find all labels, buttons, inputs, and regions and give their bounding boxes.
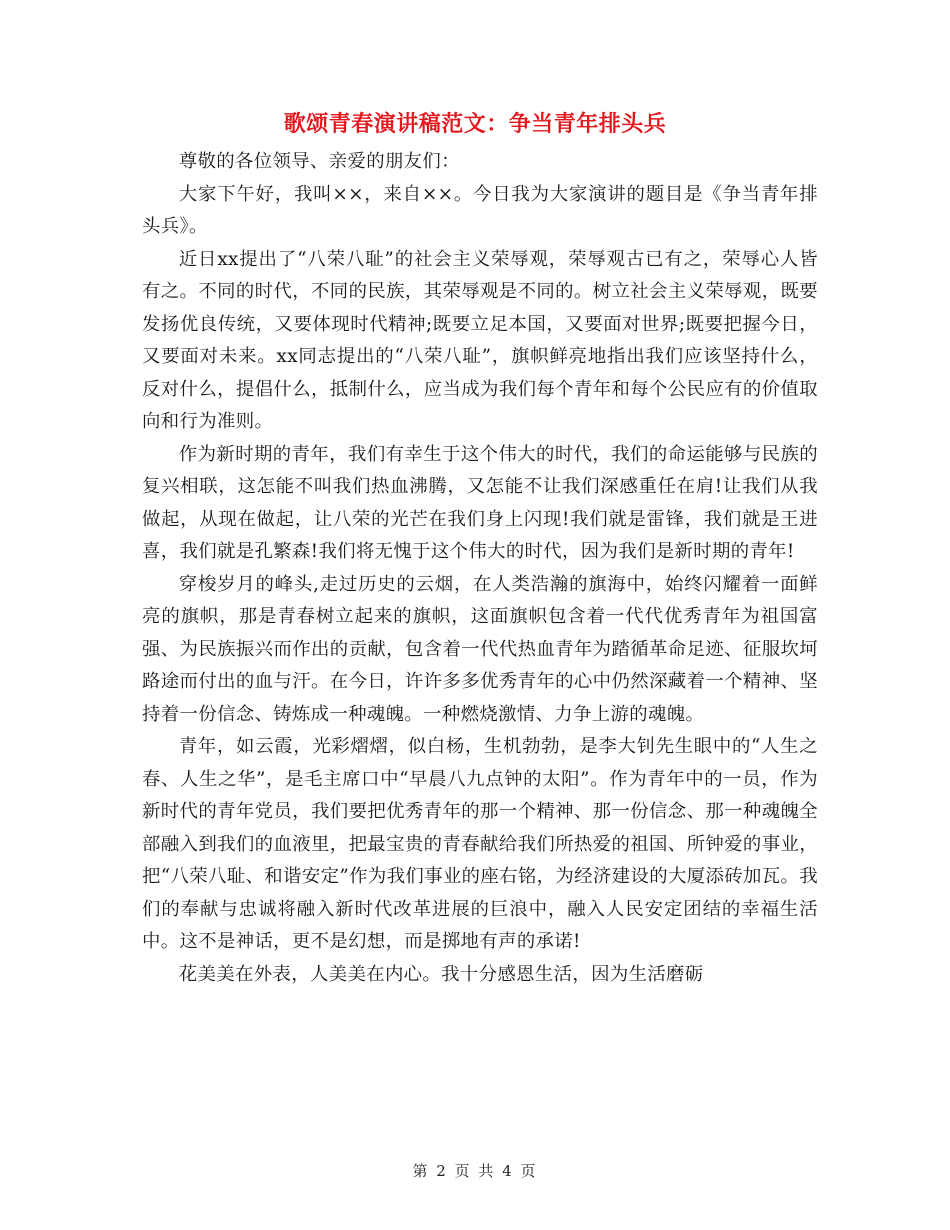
paragraph-greeting: 大家下午好，我叫××，来自××。今日我为大家演讲的题目是《争当青年排头兵》。 [142,183,818,237]
paragraph-new-era-youth: 作为新时期的青年，我们有幸生于这个伟大的时代，我们的命运能够与民族的复兴相联，这怎能不叫我们热血沸腾，又怎能不让我们深感重任在肩!让我们从我做起，从现在做起，让八荣的光芒在我们身上闪现!我们就是雷锋，我们就是王进喜，我们就是孔繁森!我们将无愧于这个伟大的时代，因为我们是新时期的青年! [142,443,818,562]
paragraph-salutation: 尊敬的各位领导、亲爱的朋友们： [178,151,460,172]
page-number: 第 2 页 共 4 页 [412,1162,538,1180]
paragraph-beauty: 花美美在外表，人美美在内心。我十分感恩生活，因为生活磨砺 [178,963,704,985]
document-title: 歌颂青春演讲稿范文：争当青年排头兵 [283,111,667,137]
paragraph-honor-disgrace: 近日xx提出了“八荣八耻”的社会主义荣辱观，荣辱观古已有之，荣辱心人皆有之。不同的时代，不同的民族，其荣辱观是不同的。树立社会主义荣辱观，既要发扬优良传统，又要体现时代精神;既要立足本国，又要面对世界;既要把握今日，又要面对未来。xx同志提出的“八荣八耻”，旗帜鲜亮地指出我们应该坚持什么，反对什么，提倡什么，抵制什么，应当成为我们每个青年和每个公民应有的价值取向和行为准则。 [142,248,818,432]
document-body [142,146,818,991]
paragraph-banner: 穿梭岁月的峰头,走过历史的云烟，在人类浩瀚的旗海中，始终闪耀着一面鲜亮的旗帜，那是青春树立起来的旗帜，这面旗帜包含着一代代优秀青年为祖国富强、为民族振兴而作出的贡献，包含着一代代热血青年为踏循革命足迹、征服坎坷路途而付出的血与汗。在今日，许许多多优秀青年的心中仍然深藏着一个精神、坚持着一份信念、铸炼成一种魂魄。一种燃烧激情、力争上游的魂魄。 [142,573,818,725]
paragraph-youth-like-clouds: 青年，如云霞，光彩熠熠，似白杨，生机勃勃，是李大钊先生眼中的“人生之春、人生之华”，是毛主席口中“早晨八九点钟的太阳”。作为青年中的一员，作为新时代的青年党员，我们要把优秀青年的那一个精神、那一份信念、那一种魂魄全部融入到我们的血液里，把最宝贵的青春献给我们所热爱的祖国、所钟爱的事业，把“八荣八耻、和谐安定”作为我们事业的座右铭，为经济建设的大厦添砖加瓦。我们的奉献与忠诚将融入新时代改革进展的巨浪中，融入人民安定团结的幸福生活中。这不是神话，更不是幻想，而是掷地有声的承诺! [142,736,818,952]
